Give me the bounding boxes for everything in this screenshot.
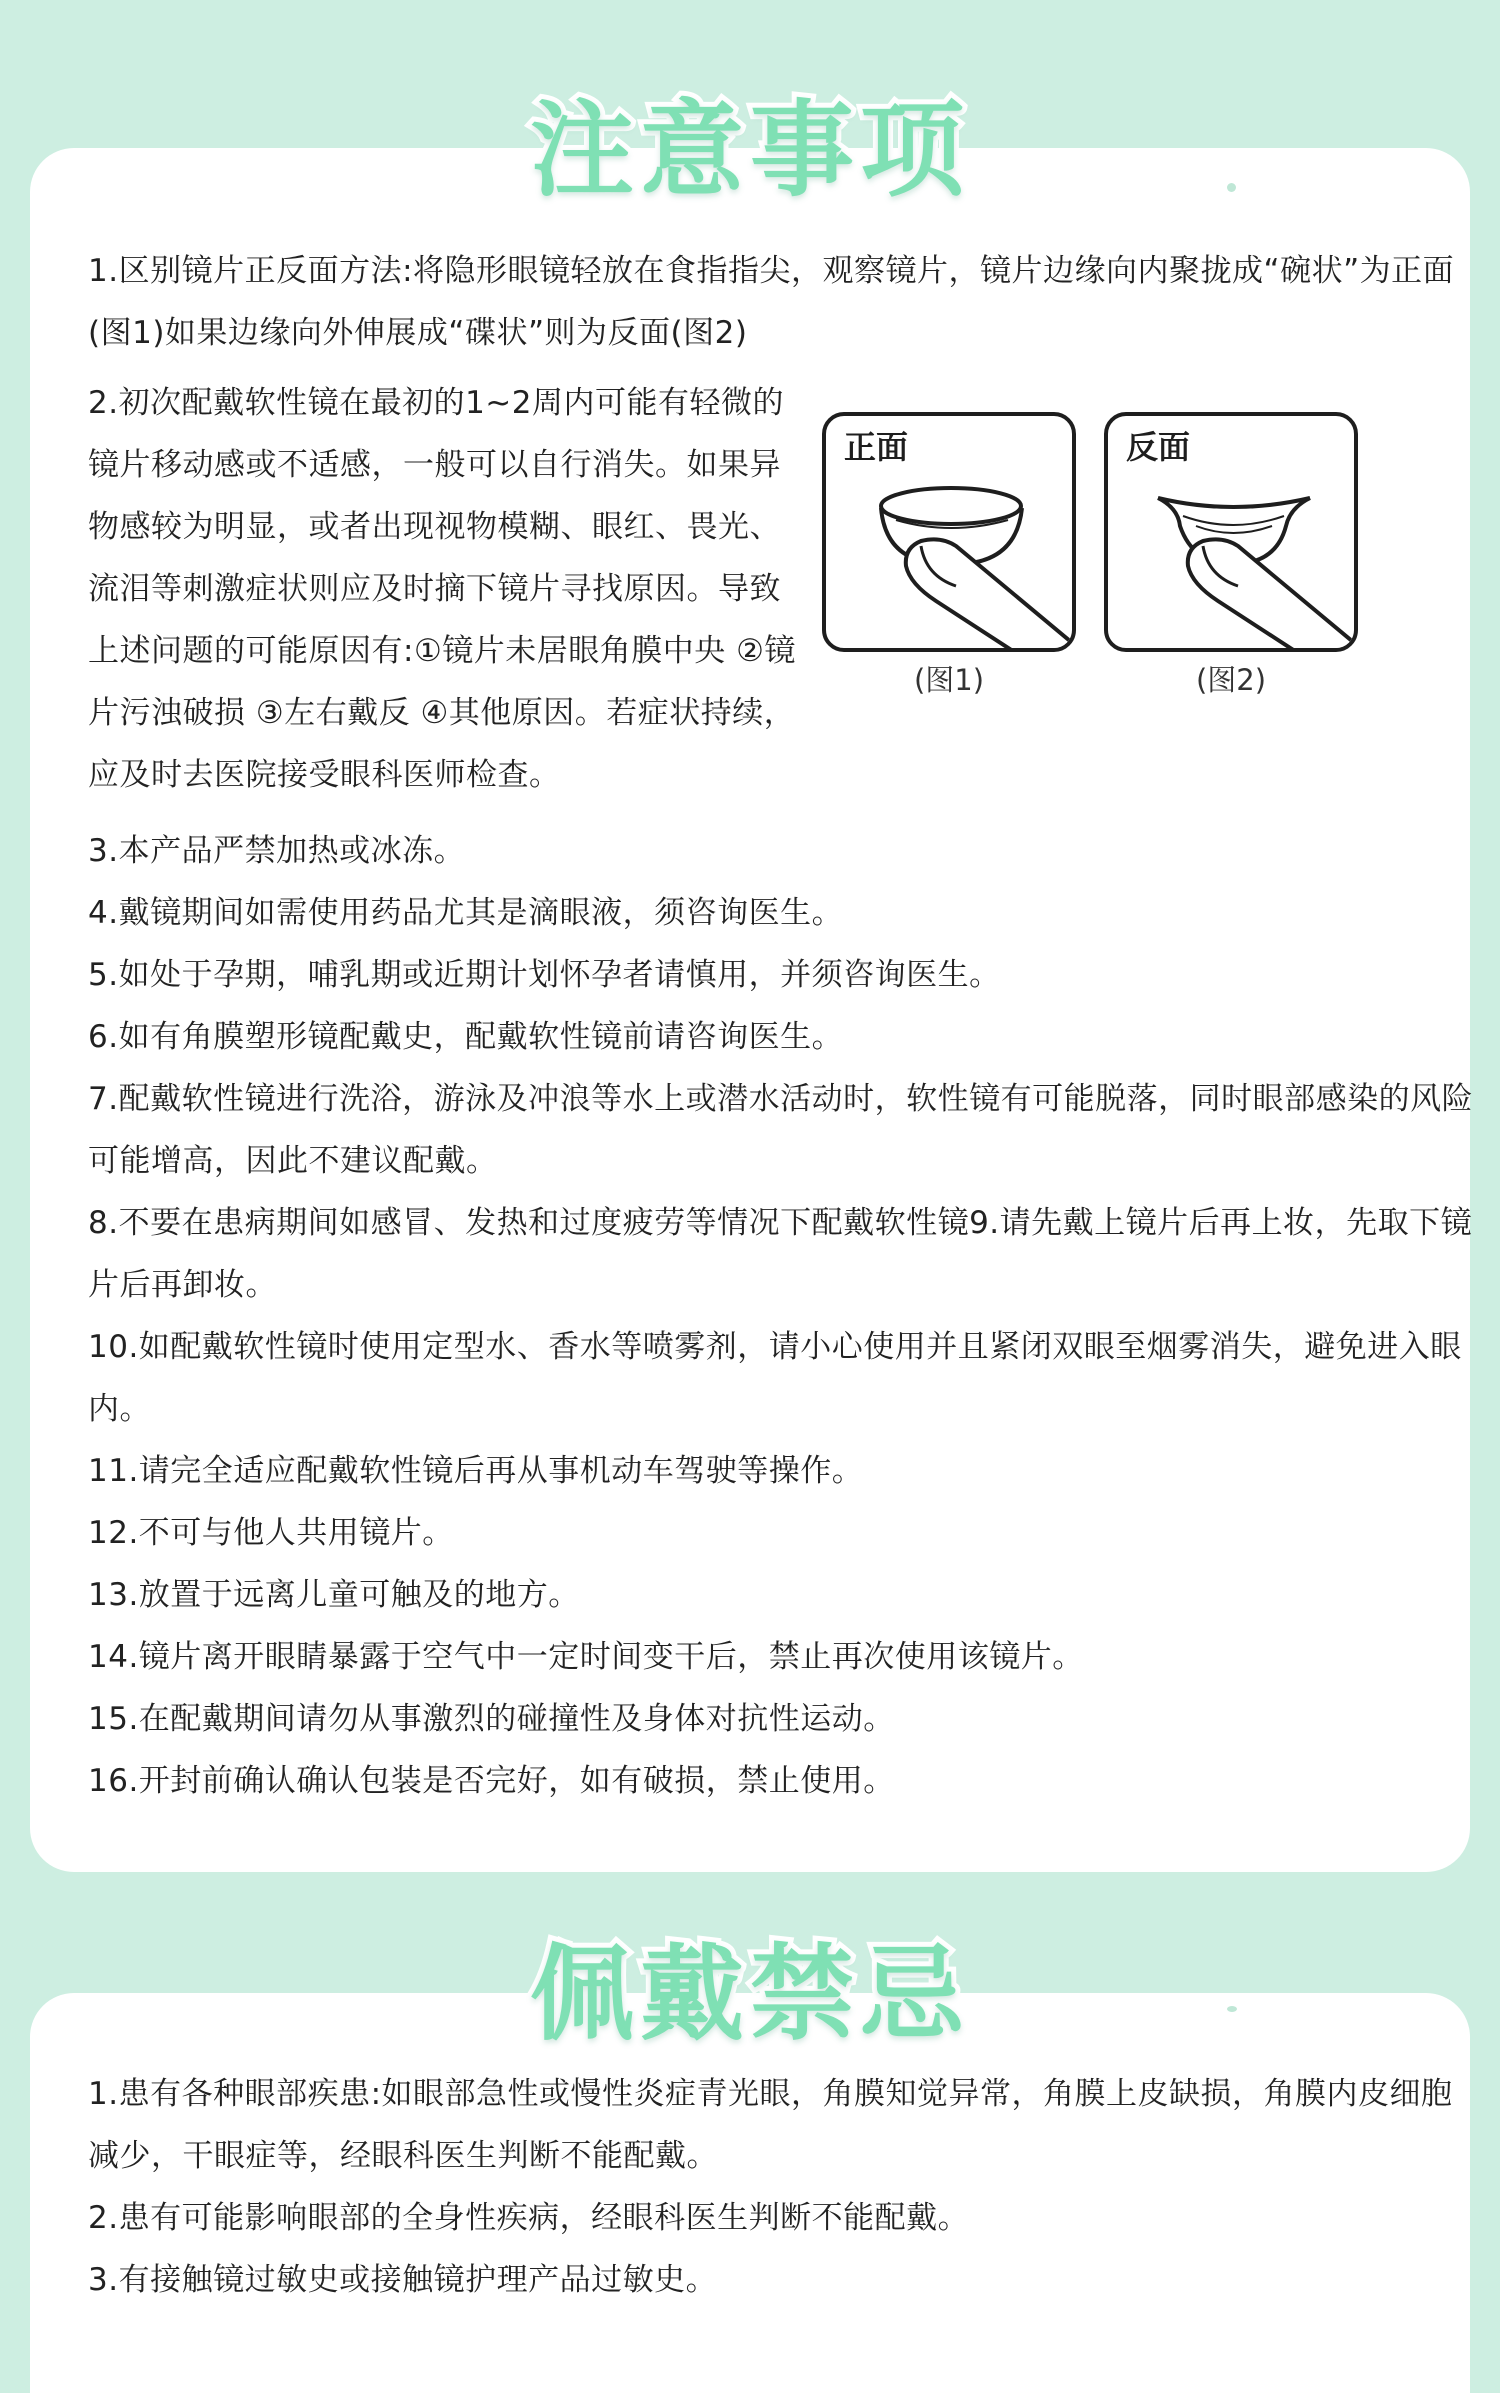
lens-bowl-shape-icon: [826, 416, 1076, 652]
precaution-item-2: 2.初次配戴软性镜在最初的1~2周内可能有轻微的镜片移动感或不适感，一般可以自行消失。如果异物感较为明显，或者出现视物模糊、眼红、畏光、流泪等刺激症状则应及时摘下镜片寻找原因。导致上述问题的可能原因有:①镜片未居眼角膜中央 ②镜片污浊破损 ③左右戴反 ④其他原因。若症状持续，应及时去医院接受眼科医师检查。: [88, 385, 796, 793]
precaution-item-5: 5.如处于孕期，哺乳期或近期计划怀孕者请慎用，并须咨询医生。: [88, 957, 1001, 993]
precaution-item-13: 13.放置于远离儿童可触及的地方。: [88, 1577, 580, 1613]
precaution-item-14: 14.镜片离开眼睛暴露于空气中一定时间变干后，禁止再次使用该镜片。: [88, 1639, 1084, 1675]
precaution-item-6: 6.如有角膜塑形镜配戴史，配戴软性镜前请咨询医生。: [88, 1019, 844, 1055]
contraindication-item-3: 3.有接触镜过敏史或接触镜护理产品过敏史。: [88, 2262, 718, 2298]
contraindication-item-2: 2.患有可能影响眼部的全身性疾病，经眼科医生判断不能配戴。: [88, 2200, 970, 2236]
precaution-item-12: 12.不可与他人共用镜片。: [88, 1515, 454, 1551]
precaution-item-4: 4.戴镜期间如需使用药品尤其是滴眼液，须咨询医生。: [88, 895, 844, 931]
contraindication-item-1: 1.患有各种眼部疾患:如眼部急性或慢性炎症青光眼，角膜知觉异常，角膜上皮缺损，角膜内皮细胞减少，干眼症等，经眼科医生判断不能配戴。: [88, 2076, 1453, 2174]
section-title-contraindications: 佩戴禁忌: [529, 1933, 970, 2055]
figure-label-back: 反面: [1126, 428, 1191, 466]
precautions-card: [30, 148, 1474, 1872]
precaution-item-10: 10.如配戴软性镜时使用定型水、香水等喷雾剂，请小心使用并且紧闭双眼至烟雾消失，避免进入眼内。: [88, 1329, 1462, 1427]
precaution-item-11: 11.请完全适应配戴软性镜后再从事机动车驾驶等操作。: [88, 1453, 864, 1489]
figure-label-front: 正面: [844, 428, 909, 466]
section-title-precautions: 注意事项: [529, 89, 970, 211]
figure-back-side: [1104, 412, 1358, 652]
precaution-item-1: 1.区别镜片正反面方法:将隐形眼镜轻放在食指指尖，观察镜片，镜片边缘向内聚拢成“碗状”为正面(图1)如果边缘向外伸展成“碟状”则为反面(图2): [88, 253, 1455, 351]
precaution-item-3: 3.本产品严禁加热或冰冻。: [88, 833, 466, 869]
figure-front-side: [822, 412, 1076, 652]
decorative-dot: [1227, 2006, 1237, 2012]
precaution-item-16: 16.开封前确认确认包装是否完好，如有破损，禁止使用。: [88, 1763, 895, 1799]
decorative-dot: [1227, 183, 1236, 192]
precaution-item-15: 15.在配戴期间请勿从事激烈的碰撞性及身体对抗性运动。: [88, 1701, 895, 1737]
precaution-item-8: 8.不要在患病期间如感冒、发热和过度疲劳等情况下配戴软性镜9.请先戴上镜片后再上妆，先取下镜片后再卸妆。: [88, 1205, 1473, 1303]
precaution-item-7: 7.配戴软性镜进行洗浴，游泳及冲浪等水上或潜水活动时，软性镜有可能脱落，同时眼部感染的风险可能增高，因此不建议配戴。: [88, 1081, 1474, 1179]
figure-caption-2: (图2): [1195, 663, 1267, 697]
lens-dish-shape-icon: [1108, 416, 1358, 652]
figure-caption-1: (图1): [913, 663, 985, 697]
